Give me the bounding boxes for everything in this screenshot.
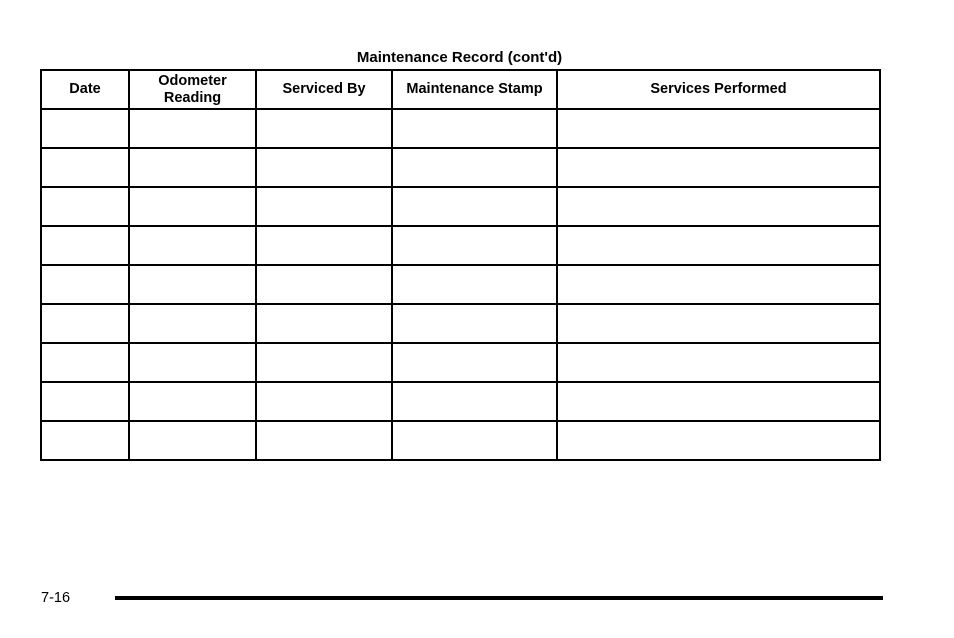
column-header-date: Date	[41, 70, 129, 109]
maintenance-stamp-cell	[392, 109, 557, 148]
column-header-odometer-reading: Odometer Reading	[129, 70, 256, 109]
footer-rule	[115, 596, 883, 600]
odometer-reading-cell	[129, 265, 256, 304]
serviced-by-cell	[256, 304, 392, 343]
services-performed-cell	[557, 187, 880, 226]
odometer-reading-cell	[129, 421, 256, 460]
odometer-reading-cell	[129, 304, 256, 343]
serviced-by-cell	[256, 382, 392, 421]
services-performed-cell	[557, 109, 880, 148]
services-performed-cell	[557, 382, 880, 421]
maintenance-stamp-cell	[392, 343, 557, 382]
services-performed-cell	[557, 148, 880, 187]
services-performed-cell	[557, 421, 880, 460]
table-row	[41, 226, 880, 265]
date-cell	[41, 421, 129, 460]
odometer-reading-cell	[129, 109, 256, 148]
serviced-by-cell	[256, 187, 392, 226]
serviced-by-cell	[256, 421, 392, 460]
services-performed-cell	[557, 226, 880, 265]
services-performed-cell	[557, 304, 880, 343]
maintenance-stamp-cell	[392, 421, 557, 460]
date-cell	[41, 187, 129, 226]
odometer-reading-cell	[129, 382, 256, 421]
table-row	[41, 109, 880, 148]
maintenance-stamp-cell	[392, 226, 557, 265]
date-cell	[41, 226, 129, 265]
serviced-by-cell	[256, 226, 392, 265]
services-performed-cell	[557, 265, 880, 304]
odometer-reading-cell	[129, 343, 256, 382]
serviced-by-cell	[256, 343, 392, 382]
serviced-by-cell	[256, 265, 392, 304]
serviced-by-cell	[256, 148, 392, 187]
maintenance-stamp-cell	[392, 148, 557, 187]
maintenance-stamp-cell	[392, 304, 557, 343]
date-cell	[41, 265, 129, 304]
table-row	[41, 265, 880, 304]
table-row	[41, 304, 880, 343]
date-cell	[41, 304, 129, 343]
date-cell	[41, 382, 129, 421]
date-cell	[41, 148, 129, 187]
column-header-serviced-by: Serviced By	[256, 70, 392, 109]
table-row	[41, 343, 880, 382]
date-cell	[41, 343, 129, 382]
table-header-row	[41, 70, 880, 109]
services-performed-cell	[557, 343, 880, 382]
table-row	[41, 382, 880, 421]
page-number: 7-16	[41, 590, 71, 606]
table-title: Maintenance Record (cont'd)	[356, 49, 563, 66]
maintenance-stamp-cell	[392, 382, 557, 421]
maintenance-stamp-cell	[392, 265, 557, 304]
maintenance-stamp-cell	[392, 187, 557, 226]
table-row	[41, 187, 880, 226]
column-header-services-performed: Services Performed	[557, 70, 880, 109]
table-row	[41, 421, 880, 460]
maintenance-record-table	[40, 69, 881, 461]
odometer-reading-cell	[129, 226, 256, 265]
column-header-maintenance-stamp: Maintenance Stamp	[392, 70, 557, 109]
table-row	[41, 148, 880, 187]
odometer-reading-cell	[129, 187, 256, 226]
serviced-by-cell	[256, 109, 392, 148]
date-cell	[41, 109, 129, 148]
odometer-reading-cell	[129, 148, 256, 187]
